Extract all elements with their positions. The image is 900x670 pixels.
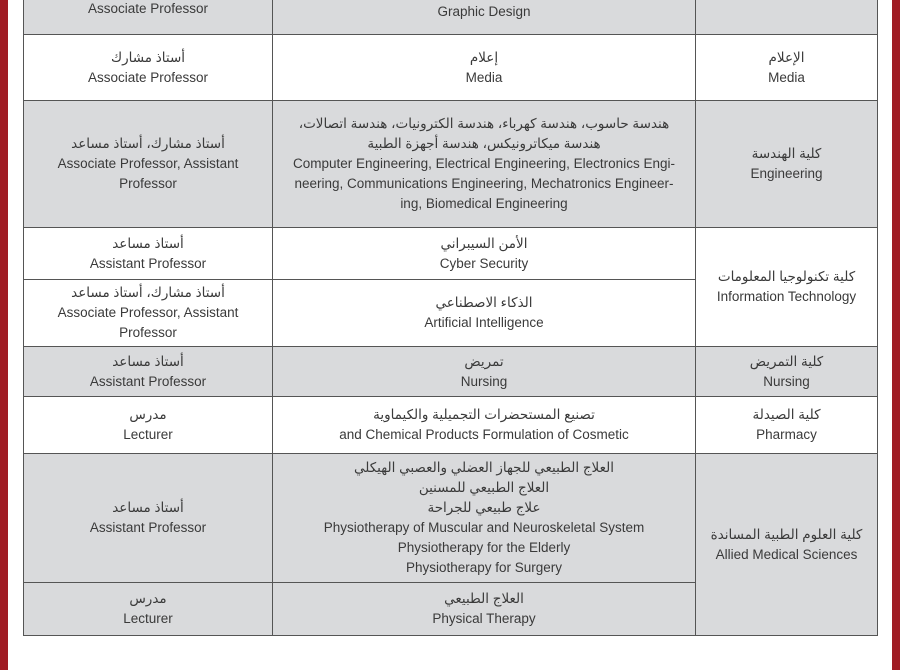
major-cell: الذكاء الاصطناعي Artificial Intelligence [273, 280, 696, 347]
college-cell: كلية التمريض Nursing [696, 347, 878, 397]
page-frame-left [0, 0, 8, 670]
major-cell: إعلام Media [273, 35, 696, 101]
college-cell: كلية تكنولوجيا المعلومات Information Technology [696, 228, 878, 347]
table-row [24, 347, 878, 397]
title-cell: أستاذ مساعد Assistant Professor [24, 454, 273, 583]
major-cell: الأمن السيبراني Cyber Security [273, 228, 696, 280]
table-row [24, 0, 878, 35]
college-cell: كلية الهندسة Engineering [696, 101, 878, 228]
major-cell: تمريض Nursing [273, 347, 696, 397]
title-cell: أستاذ مساعد Assistant Professor [24, 347, 273, 397]
college-cell: كلية الصيدلة Pharmacy [696, 397, 878, 454]
title-cell: أستاذ مشارك، أستاذ مساعد Associate Professor, Assistant Professor [24, 280, 273, 347]
title-cell: أستاذ مشارك Associate Professor [24, 35, 273, 101]
title-cell: Associate Professor [24, 0, 273, 35]
table-row [24, 454, 878, 583]
college-cell [696, 0, 878, 35]
college-cell: كلية العلوم الطبية المساندة Allied Medical Sciences [696, 454, 878, 636]
title-cell: مدرس Lecturer [24, 397, 273, 454]
major-cell: العلاج الطبيعي للجهاز العضلي والعصبي الهيكلي العلاج الطبيعي للمسنين علاج طبيعي للجراحة Physiotherapy of Muscular and Neuroskeletal System Physiotherapy for the Elderly Physiotherapy for Surgery [273, 454, 696, 583]
table-row [24, 228, 878, 280]
title-cell: مدرس Lecturer [24, 583, 273, 636]
table-row [24, 101, 878, 228]
college-cell: الإعلام Media [696, 35, 878, 101]
page-frame-right [892, 0, 900, 670]
major-cell: Graphic Design [273, 0, 696, 35]
major-cell: هندسة حاسوب، هندسة كهرباء، هندسة الكترونيات، هندسة اتصالات، هندسة ميكاترونيكس، هندسة أجهزة الطبية Computer Engineering, Electrical Engineering, Electronics Engi- neering, Communications Engineering, Mechatronics Engineer- ing, Biomedical Engineering [273, 101, 696, 228]
major-cell: تصنيع المستحضرات التجميلية والكيماوية and Chemical Products Formulation of Cosmetic [273, 397, 696, 454]
title-cell: أستاذ مساعد Assistant Professor [24, 228, 273, 280]
table-row [24, 35, 878, 101]
title-cell: أستاذ مشارك، أستاذ مساعد Associate Professor, Assistant Professor [24, 101, 273, 228]
positions-table [23, 0, 878, 636]
table-row [24, 397, 878, 454]
major-cell: العلاج الطبيعي Physical Therapy [273, 583, 696, 636]
